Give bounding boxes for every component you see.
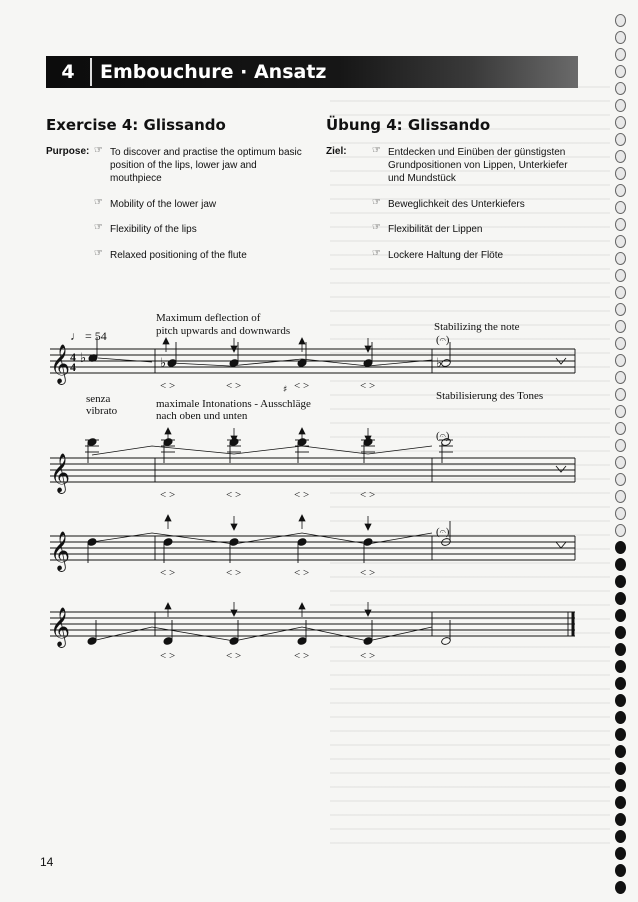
deflection-mark: < > — [294, 567, 310, 579]
annotation-maximale-line1: maximale Intonations - Ausschläge — [156, 398, 311, 410]
arrow-down-icon — [231, 338, 237, 352]
note-head — [88, 337, 98, 362]
note-head — [229, 438, 239, 463]
pointing-hand-icon: ☞ — [94, 145, 103, 156]
purpose-item-de-2: Beweglichkeit des Unterkiefers — [388, 199, 525, 210]
deflection-mark: < > — [160, 567, 176, 579]
purpose-label-de: Ziel: — [326, 146, 347, 157]
deflection-mark: < > — [360, 380, 376, 392]
note-head — [163, 438, 173, 463]
note-head — [297, 538, 307, 563]
treble-clef: 𝄞 — [50, 607, 71, 647]
pointing-hand-icon: ☞ — [94, 248, 103, 259]
treble-clef: 𝄞 — [50, 531, 71, 571]
purpose-item-de-4: Lockere Haltung der Flöte — [388, 250, 504, 261]
purpose-item-en-4: Relaxed positioning of the flute — [110, 250, 247, 261]
arrow-down-icon — [231, 516, 237, 530]
time-signature-bottom: 4 — [70, 360, 76, 374]
arrow-up-icon — [299, 603, 305, 617]
deflection-mark: < > — [226, 567, 242, 579]
deflection-mark: < > — [226, 380, 242, 392]
purpose-item-en-1: To discover and practise the optimum basic position of the lips, lower jaw and mouthpiece — [110, 147, 302, 184]
arrow-down-icon — [365, 338, 371, 352]
annotation-maximum-line1: Maximum deflection of — [156, 312, 261, 324]
deflection-mark: < > — [160, 380, 176, 392]
staff-1 — [50, 349, 575, 373]
flat-sign: ♭ — [80, 351, 87, 366]
deflection-mark: < > — [360, 489, 376, 501]
note-head — [87, 538, 97, 563]
arrow-down-icon — [365, 516, 371, 530]
note-head — [363, 438, 373, 463]
purpose-item-en-3: Flexibility of the lips — [110, 224, 197, 235]
treble-clef: 𝄞 — [50, 344, 71, 384]
deflection-mark: < > — [294, 650, 310, 662]
note-head — [297, 438, 307, 463]
pointing-hand-icon: ☞ — [94, 197, 103, 208]
annotation-maximum-line2: pitch upwards and downwards — [156, 325, 291, 337]
arrow-up-icon — [299, 338, 305, 352]
purpose-item-en-2: Mobility of the lower jaw — [110, 199, 217, 210]
pointing-hand-icon: ☞ — [372, 145, 381, 156]
arrow-down-icon — [231, 602, 237, 616]
pointing-hand-icon: ☞ — [372, 248, 381, 259]
deflection-mark: < > — [294, 489, 310, 501]
annotation-stabilisierung: Stabilisierung des Tones — [436, 390, 544, 402]
arrow-up-icon — [165, 515, 171, 529]
note-head — [363, 538, 373, 563]
treble-clef: 𝄞 — [50, 453, 71, 493]
arrow-up-icon — [165, 603, 171, 617]
staff-3 — [50, 536, 575, 560]
deflection-mark: < > — [226, 650, 242, 662]
purpose-label-en: Purpose: — [46, 146, 90, 157]
sharp-sign: ♯ — [283, 385, 288, 395]
note-head — [163, 538, 173, 563]
exercise-title-en: Exercise 4: Glissando — [46, 116, 226, 134]
fermata-mark: (𝄐) — [436, 430, 450, 442]
note-head — [229, 538, 239, 563]
arrow-up-icon — [299, 515, 305, 529]
pointing-hand-icon: ☞ — [94, 222, 103, 233]
arrow-down-icon — [365, 602, 371, 616]
fermata-mark: (𝄐) — [436, 334, 450, 346]
fermata-mark: (𝄐) — [436, 526, 450, 538]
pointing-hand-icon: ☞ — [372, 197, 381, 208]
purpose-item-de-1: Entdecken und Einüben der günstigsten Grundpositionen von Lippen, Unterkiefer und Mundstück — [388, 147, 568, 184]
flat-sign: ♭ — [436, 356, 443, 371]
deflection-mark: < > — [294, 380, 310, 392]
purpose-item-de-3: Flexibilität der Lippen — [388, 224, 483, 235]
tempo-marking: ♩ = 54 — [70, 329, 107, 343]
chapter-title: Embouchure · Ansatz — [100, 61, 327, 83]
deflection-mark: < > — [160, 489, 176, 501]
exercise-title-de: Übung 4: Glissando — [326, 116, 491, 134]
half-note-head — [441, 437, 452, 463]
annotation-senza-line2: vibrato — [86, 405, 118, 417]
annotation-maximale-line2: nach oben und unten — [156, 410, 248, 422]
deflection-mark: < > — [360, 650, 376, 662]
annotation-senza-line1: senza — [86, 393, 111, 405]
flat-sign: ♭ — [160, 356, 167, 371]
deflection-mark: < > — [360, 567, 376, 579]
note-head — [87, 438, 97, 463]
deflection-mark: < > — [160, 650, 176, 662]
deflection-mark: < > — [226, 489, 242, 501]
pointing-hand-icon: ☞ — [372, 222, 381, 233]
half-note-head — [441, 521, 452, 547]
chapter-number: 4 — [46, 58, 92, 86]
annotation-stabilizing: Stabilizing the note — [434, 321, 520, 333]
time-signature-top: 4 — [70, 350, 76, 364]
arrow-up-icon — [163, 338, 169, 352]
page-number: 14 — [40, 855, 54, 869]
staff-2 — [50, 458, 575, 482]
